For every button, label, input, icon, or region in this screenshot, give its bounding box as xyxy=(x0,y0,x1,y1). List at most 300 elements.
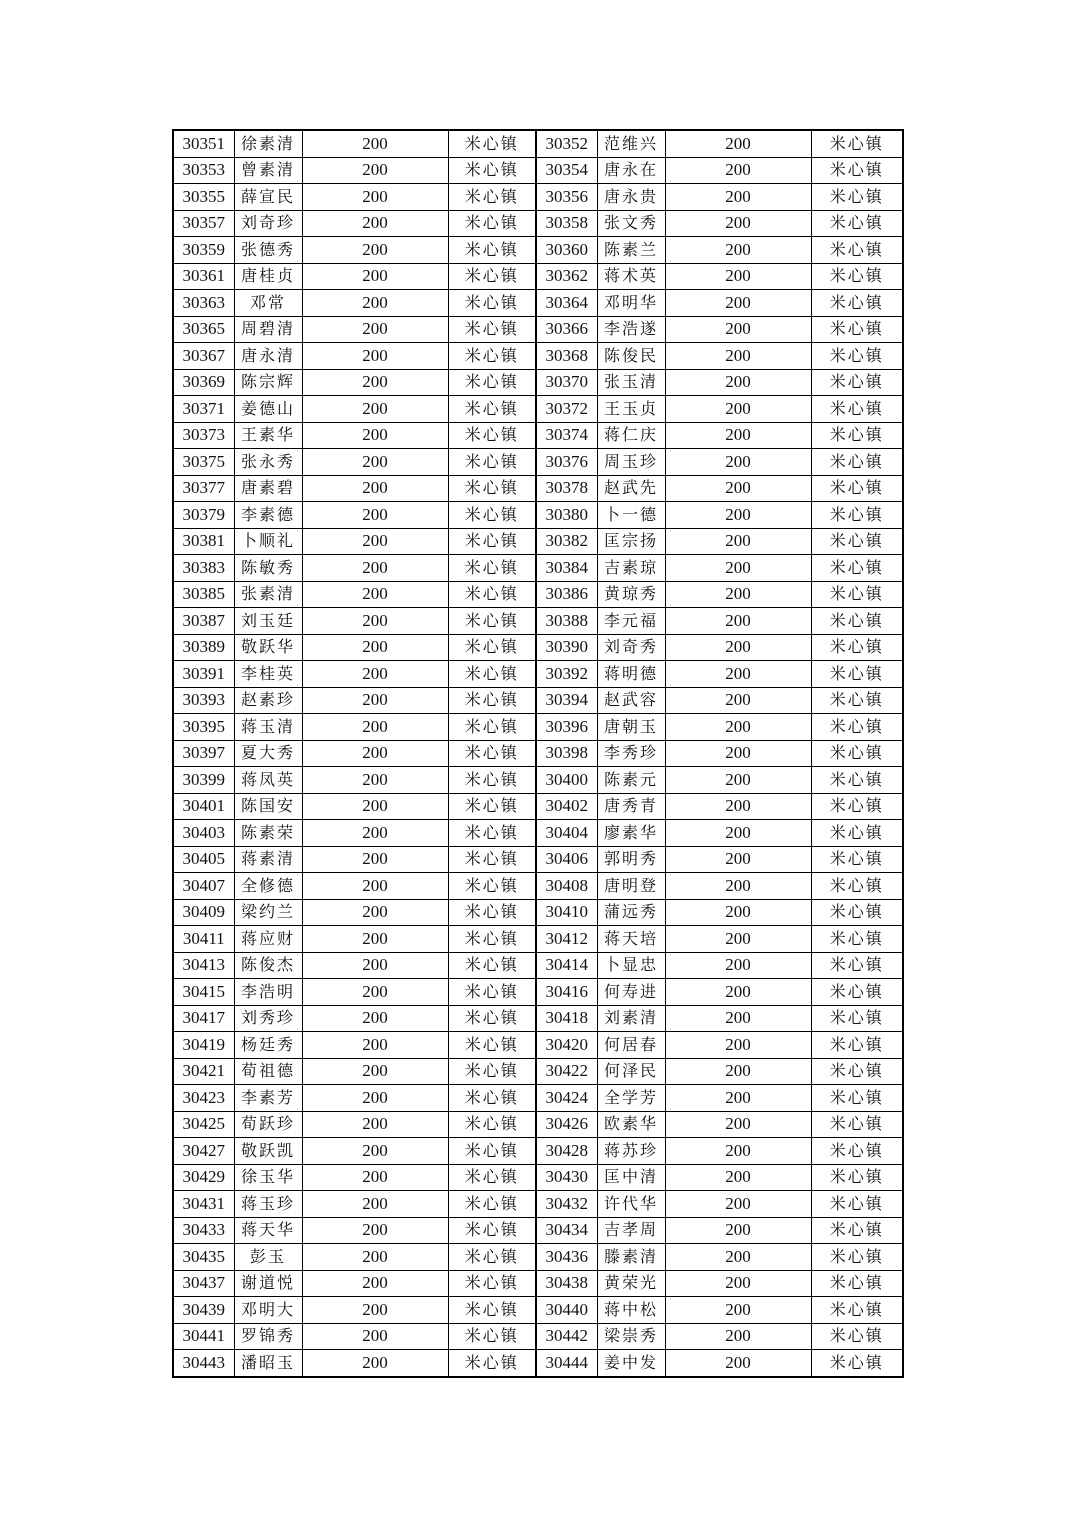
record-number-right: 30408 xyxy=(536,873,597,900)
name-left: 李桂英 xyxy=(234,661,302,688)
table-row xyxy=(173,926,903,953)
town-right: 米心镇 xyxy=(811,979,903,1006)
town-left: 米心镇 xyxy=(448,1138,536,1165)
table-row xyxy=(173,873,903,900)
name-left: 姜德山 xyxy=(234,396,302,423)
name-left: 敬跃凯 xyxy=(234,1138,302,1165)
town-right: 米心镇 xyxy=(811,475,903,502)
town-left: 米心镇 xyxy=(448,661,536,688)
name-right: 赵武先 xyxy=(597,475,665,502)
record-number-left: 30353 xyxy=(173,157,234,184)
table-row xyxy=(173,634,903,661)
town-left: 米心镇 xyxy=(448,687,536,714)
table-row xyxy=(173,1323,903,1350)
record-number-right: 30380 xyxy=(536,502,597,529)
amount-right: 200 xyxy=(665,1085,811,1112)
record-number-right: 30352 xyxy=(536,130,597,157)
name-right: 蒋苏珍 xyxy=(597,1138,665,1165)
record-number-left: 30413 xyxy=(173,952,234,979)
name-right: 蒋天培 xyxy=(597,926,665,953)
table-row xyxy=(173,316,903,343)
record-number-left: 30421 xyxy=(173,1058,234,1085)
name-right: 梁崇秀 xyxy=(597,1323,665,1350)
record-number-right: 30426 xyxy=(536,1111,597,1138)
town-right: 米心镇 xyxy=(811,661,903,688)
amount-left: 200 xyxy=(302,1032,448,1059)
town-left: 米心镇 xyxy=(448,1085,536,1112)
record-number-right: 30402 xyxy=(536,793,597,820)
amount-right: 200 xyxy=(665,714,811,741)
town-right: 米心镇 xyxy=(811,369,903,396)
name-right: 廖素华 xyxy=(597,820,665,847)
amount-right: 200 xyxy=(665,1270,811,1297)
table-row xyxy=(173,157,903,184)
amount-right: 200 xyxy=(665,687,811,714)
amount-left: 200 xyxy=(302,740,448,767)
town-left: 米心镇 xyxy=(448,1244,536,1271)
town-left: 米心镇 xyxy=(448,422,536,449)
name-right: 何泽民 xyxy=(597,1058,665,1085)
amount-right: 200 xyxy=(665,1164,811,1191)
amount-left: 200 xyxy=(302,581,448,608)
town-left: 米心镇 xyxy=(448,1191,536,1218)
record-number-left: 30377 xyxy=(173,475,234,502)
name-left: 曾素清 xyxy=(234,157,302,184)
name-right: 蒋中松 xyxy=(597,1297,665,1324)
town-left: 米心镇 xyxy=(448,899,536,926)
name-right: 范维兴 xyxy=(597,130,665,157)
name-right: 蒋仁庆 xyxy=(597,422,665,449)
town-left: 米心镇 xyxy=(448,634,536,661)
table-row xyxy=(173,1111,903,1138)
town-right: 米心镇 xyxy=(811,1138,903,1165)
table-row xyxy=(173,661,903,688)
record-number-left: 30423 xyxy=(173,1085,234,1112)
record-number-left: 30415 xyxy=(173,979,234,1006)
town-right: 米心镇 xyxy=(811,1164,903,1191)
record-number-right: 30412 xyxy=(536,926,597,953)
record-number-left: 30441 xyxy=(173,1323,234,1350)
record-number-left: 30437 xyxy=(173,1270,234,1297)
record-number-right: 30362 xyxy=(536,263,597,290)
table-row xyxy=(173,475,903,502)
name-right: 卜一德 xyxy=(597,502,665,529)
record-number-right: 30374 xyxy=(536,422,597,449)
name-right: 周玉珍 xyxy=(597,449,665,476)
amount-right: 200 xyxy=(665,1058,811,1085)
name-left: 唐素碧 xyxy=(234,475,302,502)
record-number-right: 30370 xyxy=(536,369,597,396)
name-right: 唐永贵 xyxy=(597,184,665,211)
table-row xyxy=(173,608,903,635)
town-left: 米心镇 xyxy=(448,1323,536,1350)
amount-right: 200 xyxy=(665,210,811,237)
town-right: 米心镇 xyxy=(811,1217,903,1244)
town-left: 米心镇 xyxy=(448,926,536,953)
name-right: 唐秀青 xyxy=(597,793,665,820)
record-number-left: 30361 xyxy=(173,263,234,290)
amount-right: 200 xyxy=(665,555,811,582)
town-right: 米心镇 xyxy=(811,290,903,317)
amount-left: 200 xyxy=(302,899,448,926)
name-right: 李元福 xyxy=(597,608,665,635)
town-right: 米心镇 xyxy=(811,899,903,926)
table-body xyxy=(173,130,903,1377)
name-right: 李秀珍 xyxy=(597,740,665,767)
town-left: 米心镇 xyxy=(448,1111,536,1138)
amount-left: 200 xyxy=(302,1191,448,1218)
record-number-left: 30391 xyxy=(173,661,234,688)
table-row xyxy=(173,237,903,264)
name-right: 赵武容 xyxy=(597,687,665,714)
record-number-right: 30384 xyxy=(536,555,597,582)
town-left: 米心镇 xyxy=(448,1164,536,1191)
record-number-right: 30440 xyxy=(536,1297,597,1324)
town-right: 米心镇 xyxy=(811,555,903,582)
town-right: 米心镇 xyxy=(811,1085,903,1112)
table-row xyxy=(173,263,903,290)
table-row xyxy=(173,130,903,157)
amount-right: 200 xyxy=(665,846,811,873)
town-right: 米心镇 xyxy=(811,873,903,900)
amount-left: 200 xyxy=(302,210,448,237)
town-right: 米心镇 xyxy=(811,237,903,264)
amount-right: 200 xyxy=(665,396,811,423)
record-number-left: 30409 xyxy=(173,899,234,926)
town-left: 米心镇 xyxy=(448,608,536,635)
amount-right: 200 xyxy=(665,661,811,688)
name-left: 薛宣民 xyxy=(234,184,302,211)
table-row xyxy=(173,979,903,1006)
town-left: 米心镇 xyxy=(448,369,536,396)
record-number-left: 30369 xyxy=(173,369,234,396)
amount-left: 200 xyxy=(302,1138,448,1165)
name-right: 唐朝玉 xyxy=(597,714,665,741)
record-number-left: 30371 xyxy=(173,396,234,423)
amount-left: 200 xyxy=(302,952,448,979)
record-number-right: 30396 xyxy=(536,714,597,741)
town-right: 米心镇 xyxy=(811,1191,903,1218)
record-number-left: 30387 xyxy=(173,608,234,635)
record-number-right: 30438 xyxy=(536,1270,597,1297)
name-left: 谢道悦 xyxy=(234,1270,302,1297)
record-number-left: 30359 xyxy=(173,237,234,264)
table-row xyxy=(173,210,903,237)
record-number-left: 30395 xyxy=(173,714,234,741)
table-row xyxy=(173,714,903,741)
amount-right: 200 xyxy=(665,369,811,396)
town-right: 米心镇 xyxy=(811,1032,903,1059)
name-right: 何寿进 xyxy=(597,979,665,1006)
amount-right: 200 xyxy=(665,316,811,343)
name-left: 周碧清 xyxy=(234,316,302,343)
name-left: 荀跃珍 xyxy=(234,1111,302,1138)
name-left: 陈素荣 xyxy=(234,820,302,847)
record-number-left: 30419 xyxy=(173,1032,234,1059)
table-row xyxy=(173,952,903,979)
record-number-left: 30389 xyxy=(173,634,234,661)
town-left: 米心镇 xyxy=(448,528,536,555)
name-left: 陈宗辉 xyxy=(234,369,302,396)
town-left: 米心镇 xyxy=(448,555,536,582)
town-left: 米心镇 xyxy=(448,767,536,794)
name-left: 杨廷秀 xyxy=(234,1032,302,1059)
record-number-left: 30443 xyxy=(173,1350,234,1377)
name-right: 欧素华 xyxy=(597,1111,665,1138)
name-right: 唐永在 xyxy=(597,157,665,184)
name-left: 刘奇珍 xyxy=(234,210,302,237)
record-number-right: 30434 xyxy=(536,1217,597,1244)
amount-right: 200 xyxy=(665,820,811,847)
amount-right: 200 xyxy=(665,979,811,1006)
name-left: 唐永清 xyxy=(234,343,302,370)
name-right: 王玉贞 xyxy=(597,396,665,423)
town-right: 米心镇 xyxy=(811,608,903,635)
table-row xyxy=(173,1350,903,1377)
amount-right: 200 xyxy=(665,502,811,529)
name-left: 刘玉廷 xyxy=(234,608,302,635)
name-right: 郭明秀 xyxy=(597,846,665,873)
amount-left: 200 xyxy=(302,555,448,582)
town-left: 米心镇 xyxy=(448,1270,536,1297)
town-right: 米心镇 xyxy=(811,396,903,423)
town-left: 米心镇 xyxy=(448,263,536,290)
town-left: 米心镇 xyxy=(448,740,536,767)
town-right: 米心镇 xyxy=(811,926,903,953)
table-row xyxy=(173,422,903,449)
name-right: 李浩遂 xyxy=(597,316,665,343)
amount-right: 200 xyxy=(665,899,811,926)
amount-left: 200 xyxy=(302,846,448,873)
table-row xyxy=(173,1270,903,1297)
amount-left: 200 xyxy=(302,608,448,635)
amount-right: 200 xyxy=(665,608,811,635)
record-number-left: 30435 xyxy=(173,1244,234,1271)
town-left: 米心镇 xyxy=(448,793,536,820)
amount-right: 200 xyxy=(665,873,811,900)
record-number-left: 30379 xyxy=(173,502,234,529)
town-right: 米心镇 xyxy=(811,952,903,979)
record-number-left: 30407 xyxy=(173,873,234,900)
town-right: 米心镇 xyxy=(811,1111,903,1138)
town-right: 米心镇 xyxy=(811,581,903,608)
table-row xyxy=(173,1217,903,1244)
record-number-left: 30393 xyxy=(173,687,234,714)
record-number-left: 30357 xyxy=(173,210,234,237)
name-left: 邓明大 xyxy=(234,1297,302,1324)
amount-left: 200 xyxy=(302,926,448,953)
amount-right: 200 xyxy=(665,952,811,979)
table-row xyxy=(173,1085,903,1112)
record-number-right: 30416 xyxy=(536,979,597,1006)
amount-right: 200 xyxy=(665,130,811,157)
name-right: 张玉清 xyxy=(597,369,665,396)
town-left: 米心镇 xyxy=(448,210,536,237)
amount-left: 200 xyxy=(302,449,448,476)
name-left: 李素芳 xyxy=(234,1085,302,1112)
table-row xyxy=(173,396,903,423)
town-left: 米心镇 xyxy=(448,952,536,979)
name-left: 陈敏秀 xyxy=(234,555,302,582)
name-left: 刘秀珍 xyxy=(234,1005,302,1032)
amount-left: 200 xyxy=(302,1085,448,1112)
table-row xyxy=(173,369,903,396)
town-right: 米心镇 xyxy=(811,767,903,794)
record-number-right: 30372 xyxy=(536,396,597,423)
record-number-right: 30376 xyxy=(536,449,597,476)
record-number-left: 30397 xyxy=(173,740,234,767)
name-right: 黄琼秀 xyxy=(597,581,665,608)
amount-left: 200 xyxy=(302,184,448,211)
amount-left: 200 xyxy=(302,343,448,370)
town-right: 米心镇 xyxy=(811,740,903,767)
record-number-right: 30420 xyxy=(536,1032,597,1059)
town-right: 米心镇 xyxy=(811,1005,903,1032)
name-right: 张文秀 xyxy=(597,210,665,237)
record-number-right: 30390 xyxy=(536,634,597,661)
amount-left: 200 xyxy=(302,1164,448,1191)
amount-left: 200 xyxy=(302,714,448,741)
town-right: 米心镇 xyxy=(811,1244,903,1271)
record-number-left: 30351 xyxy=(173,130,234,157)
name-left: 邓常 xyxy=(234,290,302,317)
record-number-right: 30366 xyxy=(536,316,597,343)
name-right: 陈俊民 xyxy=(597,343,665,370)
table-row xyxy=(173,1244,903,1271)
name-left: 张永秀 xyxy=(234,449,302,476)
town-right: 米心镇 xyxy=(811,714,903,741)
table-row xyxy=(173,1005,903,1032)
name-left: 李素德 xyxy=(234,502,302,529)
record-number-right: 30424 xyxy=(536,1085,597,1112)
name-right: 何居春 xyxy=(597,1032,665,1059)
amount-right: 200 xyxy=(665,1138,811,1165)
name-right: 匡中清 xyxy=(597,1164,665,1191)
amount-right: 200 xyxy=(665,1350,811,1377)
amount-right: 200 xyxy=(665,767,811,794)
amount-right: 200 xyxy=(665,528,811,555)
record-number-right: 30358 xyxy=(536,210,597,237)
name-left: 徐素清 xyxy=(234,130,302,157)
amount-left: 200 xyxy=(302,687,448,714)
name-right: 邓明华 xyxy=(597,290,665,317)
name-left: 蒋凤英 xyxy=(234,767,302,794)
town-right: 米心镇 xyxy=(811,846,903,873)
record-number-right: 30432 xyxy=(536,1191,597,1218)
record-number-left: 30439 xyxy=(173,1297,234,1324)
amount-right: 200 xyxy=(665,290,811,317)
town-left: 米心镇 xyxy=(448,184,536,211)
record-number-left: 30403 xyxy=(173,820,234,847)
amount-left: 200 xyxy=(302,157,448,184)
name-right: 卜显忠 xyxy=(597,952,665,979)
record-number-right: 30394 xyxy=(536,687,597,714)
record-number-right: 30442 xyxy=(536,1323,597,1350)
town-left: 米心镇 xyxy=(448,1005,536,1032)
amount-right: 200 xyxy=(665,157,811,184)
town-left: 米心镇 xyxy=(448,714,536,741)
amount-right: 200 xyxy=(665,1005,811,1032)
amount-left: 200 xyxy=(302,1217,448,1244)
name-left: 徐玉华 xyxy=(234,1164,302,1191)
record-number-right: 30386 xyxy=(536,581,597,608)
name-right: 许代华 xyxy=(597,1191,665,1218)
town-left: 米心镇 xyxy=(448,502,536,529)
table-row xyxy=(173,1297,903,1324)
amount-left: 200 xyxy=(302,369,448,396)
record-number-right: 30406 xyxy=(536,846,597,873)
name-right: 陈素兰 xyxy=(597,237,665,264)
record-number-right: 30404 xyxy=(536,820,597,847)
amount-left: 200 xyxy=(302,1297,448,1324)
table-row xyxy=(173,740,903,767)
name-left: 陈俊杰 xyxy=(234,952,302,979)
name-right: 全学芳 xyxy=(597,1085,665,1112)
amount-left: 200 xyxy=(302,1350,448,1377)
record-number-right: 30410 xyxy=(536,899,597,926)
name-left: 蒋玉清 xyxy=(234,714,302,741)
town-left: 米心镇 xyxy=(448,475,536,502)
town-right: 米心镇 xyxy=(811,1058,903,1085)
town-left: 米心镇 xyxy=(448,1217,536,1244)
town-right: 米心镇 xyxy=(811,820,903,847)
name-right: 黄荣光 xyxy=(597,1270,665,1297)
amount-right: 200 xyxy=(665,475,811,502)
record-number-left: 30381 xyxy=(173,528,234,555)
record-number-right: 30378 xyxy=(536,475,597,502)
name-left: 荀祖德 xyxy=(234,1058,302,1085)
amount-right: 200 xyxy=(665,581,811,608)
name-left: 夏大秀 xyxy=(234,740,302,767)
town-right: 米心镇 xyxy=(811,634,903,661)
table-row xyxy=(173,820,903,847)
name-left: 王素华 xyxy=(234,422,302,449)
record-number-right: 30364 xyxy=(536,290,597,317)
table-row xyxy=(173,687,903,714)
town-right: 米心镇 xyxy=(811,263,903,290)
record-number-right: 30444 xyxy=(536,1350,597,1377)
name-left: 蒋玉珍 xyxy=(234,1191,302,1218)
amount-right: 200 xyxy=(665,184,811,211)
amount-left: 200 xyxy=(302,316,448,343)
town-left: 米心镇 xyxy=(448,157,536,184)
record-number-left: 30355 xyxy=(173,184,234,211)
amount-right: 200 xyxy=(665,237,811,264)
table-row xyxy=(173,1138,903,1165)
amount-left: 200 xyxy=(302,979,448,1006)
table-row xyxy=(173,1032,903,1059)
record-number-left: 30373 xyxy=(173,422,234,449)
record-number-left: 30417 xyxy=(173,1005,234,1032)
amount-right: 200 xyxy=(665,926,811,953)
record-number-left: 30367 xyxy=(173,343,234,370)
amount-right: 200 xyxy=(665,422,811,449)
record-number-left: 30383 xyxy=(173,555,234,582)
name-right: 匡宗扬 xyxy=(597,528,665,555)
town-left: 米心镇 xyxy=(448,1297,536,1324)
table-row xyxy=(173,449,903,476)
amount-left: 200 xyxy=(302,1244,448,1271)
record-number-left: 30405 xyxy=(173,846,234,873)
town-left: 米心镇 xyxy=(448,846,536,873)
name-right: 蒋明德 xyxy=(597,661,665,688)
town-left: 米心镇 xyxy=(448,820,536,847)
subsidy-list-table xyxy=(172,129,904,1378)
amount-left: 200 xyxy=(302,820,448,847)
amount-left: 200 xyxy=(302,873,448,900)
town-left: 米心镇 xyxy=(448,449,536,476)
record-number-right: 30360 xyxy=(536,237,597,264)
